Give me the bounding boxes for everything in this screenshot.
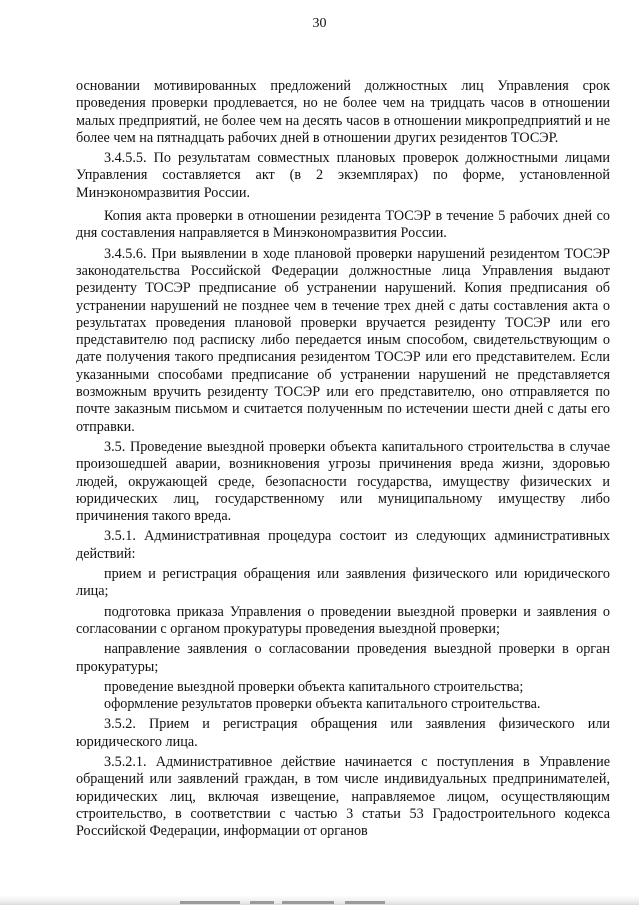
list-item-registration: прием и регистрация обращения или заявления физического или юридического лица; xyxy=(76,566,610,600)
list-item-prosecution-request: направление заявления о согласовании проведения выездной проверки в орган прокуратуры; xyxy=(76,641,610,675)
paragraph-continuation: основании мотивированных предложений должностных лиц Управления срок проведения проверки продлевается, но не более чем на тридцать часов в отношении малых предприятий, не более чем на десять часов в отношении микропредприятий и не более чем на пятнадцать рабочих дней в отношении других резидентов ТОСЭР. xyxy=(76,78,610,146)
paragraph-3-5-1: 3.5.1. Административная процедура состоит из следующих административных действий: xyxy=(76,528,610,562)
list-item-order-preparation: подготовка приказа Управления о проведении выездной проверки и заявления о согласовании с органом прокуратуры проведения выездной проверки; xyxy=(76,603,610,637)
scan-edge-artifact xyxy=(0,895,639,905)
paragraph-3-5: 3.5. Проведение выездной проверки объекта капитального строительства в случае произошедшей аварии, возникновения угрозы причинения вреда жизни, здоровью людей, окружающей среде, безопасности государства, имуществу физических и юридических лиц, государственному или муниципальному имуществу либо причинения такого вреда. xyxy=(76,438,610,525)
paragraph-3-5-2: 3.5.2. Прием и регистрация обращения или заявления физического или юридического лица. xyxy=(76,716,610,750)
list-item-inspection: проведение выездной проверки объекта капитального строительства; xyxy=(104,678,524,695)
paragraph-3-4-5-5: 3.4.5.5. По результатам совместных плановых проверок должностными лицами Управления составляется акт (в 2 экземплярах) по форме, установленной Минэкономразвития России. xyxy=(76,150,610,201)
document-body xyxy=(76,78,610,840)
paragraph-3-5-2-1: 3.5.2.1. Административное действие начинается с поступления в Управление обращений или заявлений граждан, в том числе индивидуальных предпринимателей, юридических лиц, включая извещение, направляемое лицом, осуществляющим строительство, в соответствии с частью 3 статьи 53 Градостроительного кодекса Российской Федерации, информации от органов xyxy=(76,753,610,840)
paragraph-3-4-5-6: 3.4.5.6. При выявлении в ходе плановой проверки нарушений резидентом ТОСЭР законодательства Российской Федерации должностные лица Управления выдают резиденту ТОСЭР предписание об устранении нарушений. Копия предписания об устранении нарушений не позднее чем в течение трех дней с даты составления акта о результатах проведения плановой проверки вручается резиденту ТОСЭР или его представителю под расписку либо передается иным способом, свидетельствующим о дате получения такого предписания резидентом ТОСЭР или его представителем. Если указанными способами предписание об устранении нарушений не представляется возможным вручить резиденту ТОСЭР или его представителю, оно отправляется по почте заказным письмом и считается полученным по истечении шести дней с даты его отправки. xyxy=(76,245,610,435)
paragraph-act-copy: Копия акта проверки в отношении резидента ТОСЭР в течение 5 рабочих дней со дня составления направляется в Минэкономразвития России. xyxy=(76,208,610,242)
list-item-results: оформление результатов проверки объекта капитального строительства. xyxy=(104,696,541,713)
page-number: 30 xyxy=(312,16,327,31)
